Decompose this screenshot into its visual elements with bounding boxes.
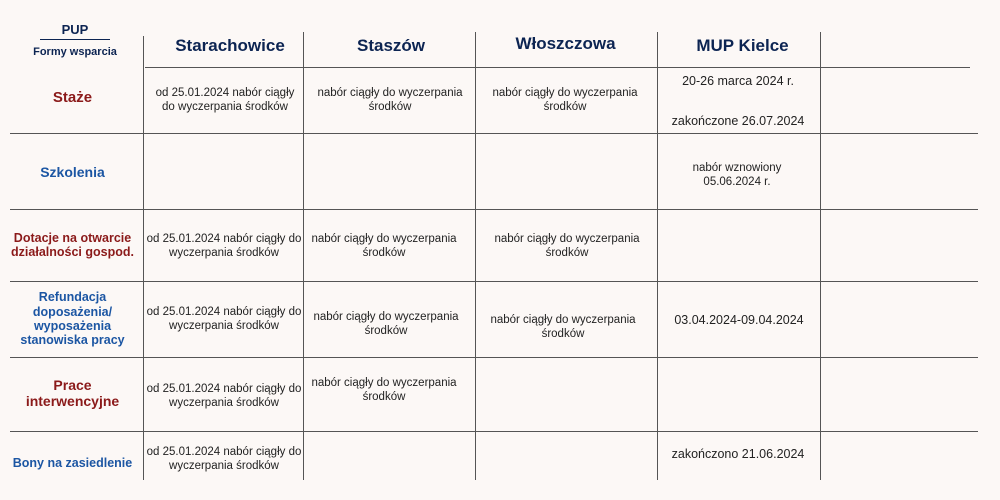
forms-subtitle: Formy wsparcia (33, 46, 117, 58)
column-header-starachowice: Starachowice (175, 36, 285, 55)
table-cell: nabór ciągły do wyczerpania środków (494, 232, 640, 259)
table-cell: 03.04.2024-09.04.2024 (674, 313, 804, 328)
table-cell: nabór ciągły do wyczerpania środków (317, 86, 463, 113)
row-divider (10, 281, 978, 282)
column-divider (820, 32, 821, 480)
row-divider (10, 431, 978, 432)
column-divider (657, 32, 658, 480)
table-cell: od 25.01.2024 nabór ciągły do wyczerpania środków (146, 445, 302, 472)
table-cell: od 25.01.2024 nabór ciągły do wyczerpania środków (146, 382, 302, 409)
row-label-staze: Staże (52, 89, 93, 107)
table-cell: nabór ciągły do wyczerpania środków (492, 86, 638, 113)
row-label-dotacje: Dotacje na otwarcie działalności gospod. (11, 230, 134, 259)
table-cell: od 25.01.2024 nabór ciągły do wyczerpania środków (155, 86, 295, 113)
column-divider (475, 32, 476, 480)
column-divider (143, 36, 144, 480)
table-cell: nabór ciągły do wyczerpania środków (313, 310, 459, 337)
pup-underline (40, 39, 110, 40)
table-cell: nabór ciągły do wyczerpania środków (311, 232, 457, 259)
cell-line: 20-26 marca 2024 r. (682, 74, 794, 88)
pup-title: PUP (61, 22, 89, 37)
row-divider (10, 133, 978, 134)
row-label-szkolenia: Szkolenia (40, 164, 105, 181)
table-cell: nabór ciągły do wyczerpania środków (311, 376, 457, 403)
column-header-staszow: Staszów (356, 36, 426, 55)
table-cell: zakończono 21.06.2024 (671, 447, 805, 462)
column-divider (303, 32, 304, 480)
column-header-mup-kielce: MUP Kielce (696, 36, 789, 55)
row-divider (10, 209, 978, 210)
row-divider (10, 357, 978, 358)
table-cell (662, 74, 814, 130)
header-divider (145, 67, 970, 68)
table-cell: nabór wznowiony 05.06.2024 r. (692, 161, 782, 188)
row-label-prace: Prace interwencyjne (25, 376, 120, 409)
table-cell: nabór ciągły do wyczerpania środków (490, 313, 636, 340)
row-label-bony: Bony na zasiedlenie (12, 456, 133, 471)
cell-line: zakończone 26.07.2024 (671, 114, 805, 129)
table-cell: od 25.01.2024 nabór ciągły do wyczerpania środków (146, 232, 302, 259)
column-header-wloszczowa: Włoszczowa (515, 34, 616, 53)
row-label-refundacja: Refundacja doposażenia/ wyposażenia stanowiska pracy (20, 290, 125, 348)
table-cell: od 25.01.2024 nabór ciągły do wyczerpania środków (146, 305, 302, 332)
